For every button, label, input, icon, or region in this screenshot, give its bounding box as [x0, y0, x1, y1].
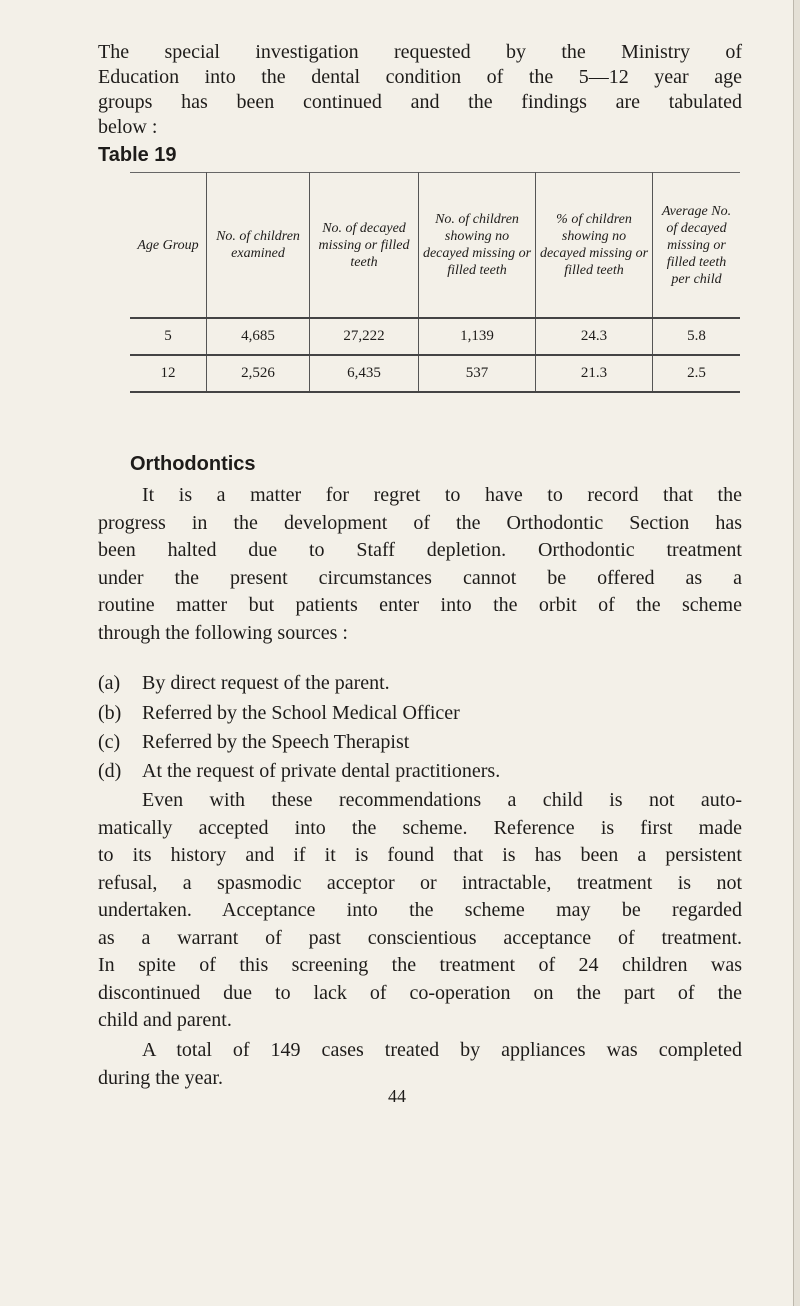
text-line: groups has been continued and the findings are tabulated: [98, 91, 742, 113]
item-text: By direct request of the parent.: [142, 672, 390, 694]
text-line: The special investigation requested by the Ministry of: [98, 41, 742, 63]
cell: 537: [419, 355, 536, 392]
text-line: been halted due to Staff depletion. Orthodontic treatment: [98, 539, 742, 561]
header-dmf-teeth: No. of decayed missing or filled teeth: [310, 173, 419, 319]
source-item: [98, 730, 409, 755]
text-line: In spite of this screening the treatment of 24 children was: [98, 954, 742, 976]
source-item: [98, 671, 390, 696]
item-label: (c): [98, 731, 121, 753]
section-heading: Orthodontics: [130, 453, 256, 475]
intro-paragraph: [98, 40, 742, 140]
text-line: It is a matter for regret to have to record that the: [142, 484, 742, 506]
page-number: 44: [388, 1086, 406, 1106]
item-text: At the request of private dental practitioners.: [142, 760, 501, 782]
item-label: (a): [98, 672, 121, 694]
cell: 12: [130, 355, 207, 392]
cell: 2,526: [207, 355, 310, 392]
cell: 24.3: [536, 318, 653, 355]
text-line: discontinued due to lack of co-operation on the part of the: [98, 981, 742, 1004]
dental-table: [130, 172, 740, 393]
text-line: refusal, a spasmodic acceptor or intractable, treatment is not: [98, 871, 742, 894]
header-average: Average No. of decayed missing or filled teeth per child: [653, 173, 741, 319]
text-line: below :: [98, 116, 158, 138]
cell: 4,685: [207, 318, 310, 355]
cell: 1,139: [419, 318, 536, 355]
screening-paragraph: [98, 788, 742, 1036]
header-no-dmf: No. of children showing no decayed missing or filled teeth: [419, 173, 536, 319]
header-pct-no-dmf: % of children showing no decayed missing or filled teeth: [536, 173, 653, 319]
cell: 2.5: [653, 355, 741, 392]
cell: 6,435: [310, 355, 419, 392]
text-line: routine matter but patients enter into the orbit of the scheme: [98, 594, 742, 616]
text-line: during the year.: [98, 1066, 223, 1089]
cell: 5: [130, 318, 207, 355]
text-line: Even with these recommendations a child is not auto-: [142, 789, 742, 811]
source-item: [98, 701, 460, 726]
source-item: [98, 759, 500, 784]
header-age-group: Age Group: [137, 237, 199, 253]
total-paragraph: [98, 1038, 742, 1093]
item-label: (d): [98, 760, 122, 782]
text-line: as a warrant of past conscientious acceptance of treatment.: [98, 926, 742, 949]
text-line: progress in the development of the Orthodontic Section has: [98, 511, 742, 534]
table-title: Table 19: [98, 144, 177, 166]
text-line: undertaken. Acceptance into the scheme may be regarded: [98, 899, 742, 921]
text-line: A total of 149 cases treated by appliances was completed: [142, 1039, 742, 1061]
page-edge: [793, 0, 800, 1306]
item-text: Referred by the School Medical Officer: [142, 702, 460, 724]
cell: 5.8: [653, 318, 741, 355]
table-row: [130, 318, 740, 355]
text-line: Education into the dental condition of the 5—12 year age: [98, 66, 742, 88]
item-text: Referred by the Speech Therapist: [142, 731, 410, 753]
header-examined: No. of children examined: [207, 173, 310, 319]
text-line: through the following sources :: [98, 621, 348, 644]
cell: 27,222: [310, 318, 419, 355]
text-line: under the present circumstances cannot be offered as a: [98, 566, 742, 589]
orthodontics-paragraph: [98, 483, 742, 648]
text-line: matically accepted into the scheme. Reference is first made: [98, 816, 742, 839]
item-label: (b): [98, 702, 122, 724]
text-line: child and parent.: [98, 1009, 232, 1031]
table-row: [130, 355, 740, 392]
cell: 21.3: [536, 355, 653, 392]
text-line: to its history and if it is found that is has been a persistent: [98, 844, 742, 866]
